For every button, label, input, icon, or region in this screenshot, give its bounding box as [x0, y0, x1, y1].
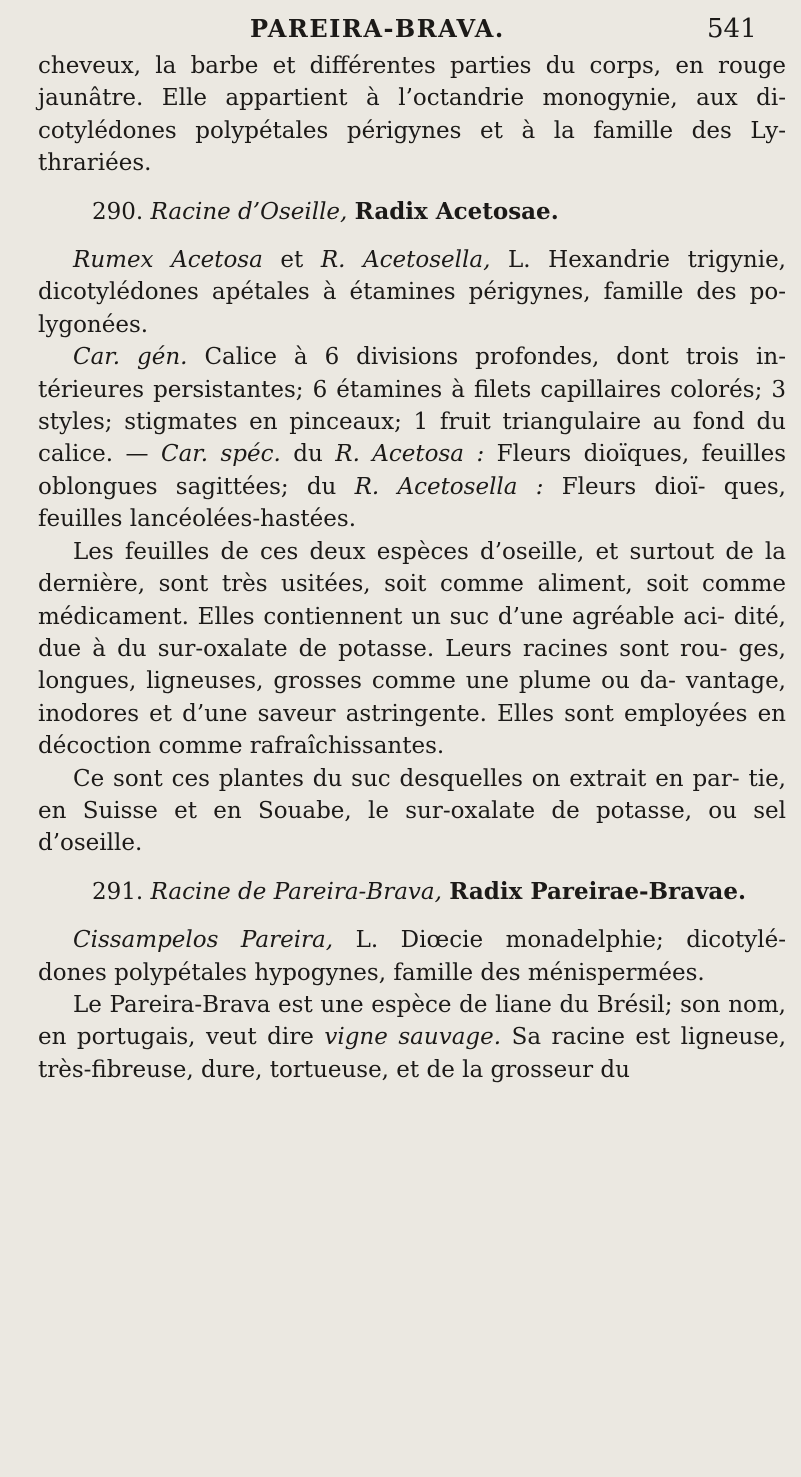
section-title-french: Racine de Pareira-Brava, [150, 878, 442, 905]
emphasis: vigne sauvage. [324, 1024, 502, 1051]
paragraph-text: du [280, 441, 336, 468]
section-number: 291. [92, 878, 144, 905]
section-title-french: Racine d’Oseille, [150, 198, 348, 225]
abbreviation: Car. spéc. [160, 441, 281, 468]
paragraph-text: L. Hexandrie trigynie, dicotylédones apétales à étamines périgynes, famille des po- lygonées. [38, 247, 786, 338]
species-name: Rumex Acetosa [73, 247, 263, 274]
paragraph-species [38, 244, 786, 341]
section-heading-290 [38, 196, 786, 228]
paragraph-text: Fleurs dioï- ques, feuilles lancéolées-hastées. [38, 473, 786, 533]
paragraph-text: L. Diœcie monadelphie; dicotylé- dones polypétales hypogynes, famille des ménispermées. [38, 927, 787, 986]
running-head [0, 8, 801, 48]
species-name: R. Acetosa : [335, 441, 485, 468]
page-body [38, 50, 786, 1086]
species-name: R. Acetosella, [320, 247, 491, 274]
abbreviation: Car. gén. [73, 344, 188, 371]
species-name: R. Acetosella : [354, 473, 544, 500]
page-number: 541 [707, 14, 757, 44]
running-title: PAREIRA-BRAVA. [250, 14, 505, 43]
paragraph-species [38, 924, 786, 989]
paragraph-continuation [38, 50, 786, 180]
conjunction: et [262, 247, 321, 274]
paragraph-characters [38, 341, 786, 535]
paragraph-description [38, 989, 786, 1086]
paragraph-text: Le Pareira-Brava est une espèce de liane du Brésil; son nom, en portugais, veut dire [38, 991, 786, 1051]
species-name: Cissampelos Pareira, [73, 927, 334, 954]
paragraph-text: Fleurs dioïques, feuilles oblongues sagittées; du [38, 441, 786, 500]
paragraph-text: cheveux, la barbe et différentes parties du corps, en rouge jaunâtre. Elle appartient à l’octandrie monogynie, aux di- cotylédones polypétales périgynes et à la famille des Ly- thrariées. [38, 53, 786, 177]
section-title-latin: Radix Acetosae. [354, 197, 559, 225]
paragraph-uses [38, 536, 786, 763]
section-heading-291 [38, 876, 786, 908]
section-number: 290. [92, 198, 144, 225]
paragraph-extraction [38, 763, 786, 860]
paragraph-text: Ce sont ces plantes du suc desquelles on extrait en par- tie, en Suisse et en Souabe, le sur-oxalate de potasse, ou sel d’oseille. [38, 765, 786, 857]
section-title-latin: Radix Pareirae-Bravae. [449, 877, 746, 905]
paragraph-text: Calice à 6 divisions profondes, dont trois in- térieures persistantes; 6 étamines à filets capillaires colorés; 3 styles; stigmates en pinceaux; 1 fruit triangulaire au fond du calice. — [38, 344, 786, 468]
paragraph-text: Les feuilles de ces deux espèces d’oseille, et surtout de la dernière, sont très usitées, soit comme aliment, soit comme médicament. Elles contiennent un suc d’une agréable aci- dité, due à du sur-oxalate de potasse. Leurs racines sont rou- ges, longues, ligneuses, grosses comme une plume ou da- vantage, inodores et d’une saveur astringente. Elles sont employées en décoction comme rafraîchissantes. [38, 538, 786, 760]
paragraph-text: Sa racine est ligneuse, très-fibreuse, dure, tortueuse, et de la grosseur du [38, 1024, 787, 1083]
